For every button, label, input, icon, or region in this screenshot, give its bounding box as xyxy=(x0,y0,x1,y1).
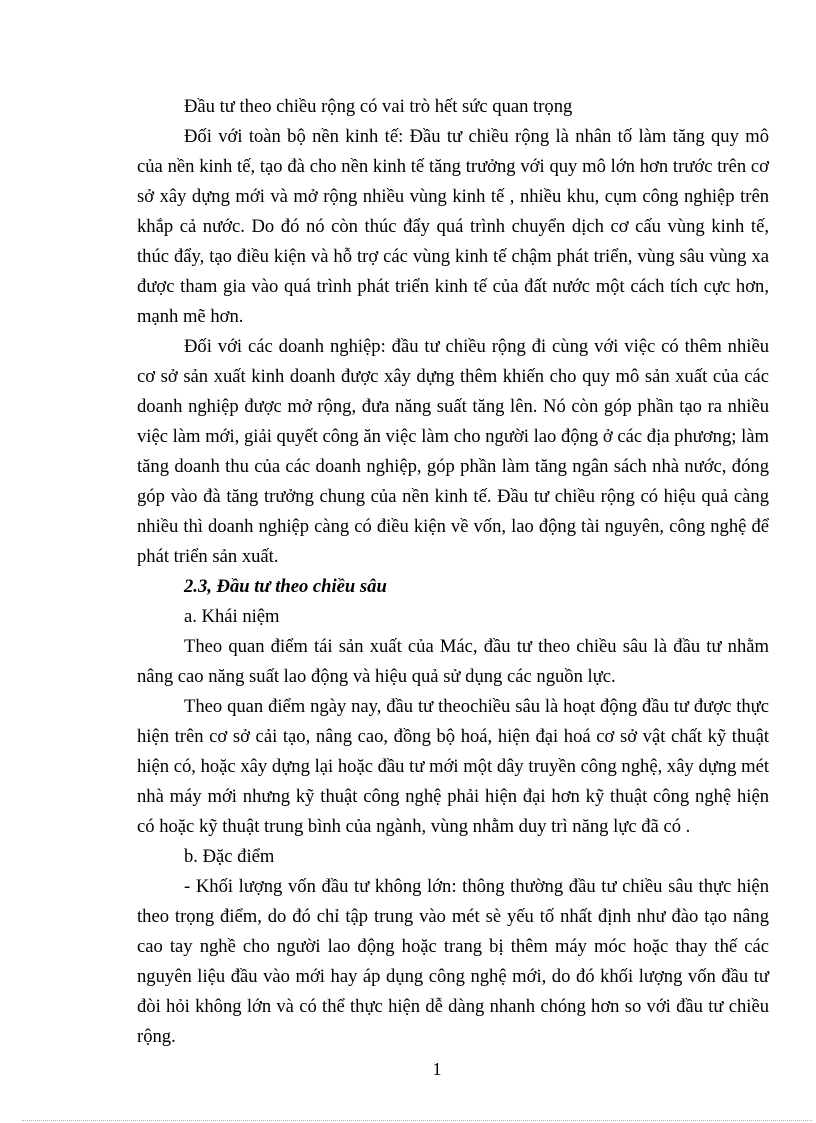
paragraph-whole-economy: Đối với toàn bộ nền kinh tế: Đầu tư chiều rộng là nhân tố làm tăng quy mô của nền kinh tế, tạo đà cho nền kinh tế tăng trưởng với quy mô lớn hơn trước trên cơ sở xây dựng mới và mở rộng nhiều vùng kinh tế , nhiều khu, cụm công nghiệp trên khắp cả nước. Do đó nó còn thúc đẩy quá trình chuyển dịch cơ cấu vùng kinh tế, thúc đẩy, tạo điều kiện và hỗ trợ các vùng kinh tế chậm phát triển, vùng sâu vùng xa được tham gia vào quá trình phát triển kinh tế của đất nước một cách tích cực hơn, mạnh mẽ hơn. xyxy=(137,126,769,327)
paragraph-capital-volume: - Khối lượng vốn đầu tư không lớn: thông thường đầu tư chiều sâu thực hiện theo trọng điểm, do đó chỉ tập trung vào mét sè yếu tố nhất định như đào tạo nâng cao tay nghề cho người lao động hoặc trang bị thêm máy móc hoặc thay thế các nguyên liệu đầu vào mới hay áp dụng công nghệ mới, do đó khối lượng vốn đầu tư đòi hỏi không lớn và có thể thực hiện dễ dàng nhanh chóng hơn so với đầu tư chiều rộng. xyxy=(137,876,769,1047)
subsection-heading-features: b. Đặc điểm xyxy=(184,846,275,867)
page-number: 1 xyxy=(432,1059,442,1079)
subsection-heading-concept: a. Khái niệm xyxy=(184,606,280,627)
paragraph-role-of-breadth-investment: Đầu tư theo chiều rộng có vai trò hết sức quan trọng xyxy=(184,96,573,117)
paragraph-marx-view: Theo quan điểm tái sản xuất của Mác, đầu tư theo chiều sâu là đầu tư nhằm nâng cao năng suất lao động và hiệu quả sử dụng các nguồn lực. xyxy=(137,636,769,687)
paragraph-modern-view: Theo quan điểm ngày nay, đầu tư theochiều sâu là hoạt động đầu tư được thực hiện trên cơ sở cải tạo, nâng cao, đồng bộ hoá, hiện đại hoá cơ sở vật chất kỹ thuật hiện có, hoặc xây dựng lại hoặc đầu tư mới một dây truyền công nghệ, xây dựng mét nhà máy mới nhưng kỹ thuật công nghệ phải hiện đại hơn kỹ thuật công nghệ hiện có hoặc kỹ thuật trung bình của ngành, vùng nhằm duy trì năng lực đã có . xyxy=(137,696,769,837)
page-bottom-border xyxy=(22,1120,812,1121)
section-heading: 2.3, Đầu tư theo chiều sâu xyxy=(184,576,387,597)
document-body xyxy=(137,92,769,1052)
paragraph-enterprises: Đối với các doanh nghiệp: đầu tư chiều rộng đi cùng với việc có thêm nhiều cơ sở sản xuất kinh doanh được xây dựng thêm khiến cho quy mô sản xuất của các doanh nghiệp được mở rộng, đưa năng suất tăng lên. Nó còn góp phần tạo ra nhiều việc làm mới, giải quyết công ăn việc làm cho người lao động ở các địa phương; làm tăng doanh thu của các doanh nghiệp, góp phần làm tăng ngân sách nhà nước, đóng góp vào đà tăng trưởng chung của nền kinh tế. Đầu tư chiều rộng có hiệu quả càng nhiều thì doanh nghiệp càng có điều kiện về vốn, lao động tài nguyên, công nghệ để phát triển sản xuất. xyxy=(137,336,769,567)
